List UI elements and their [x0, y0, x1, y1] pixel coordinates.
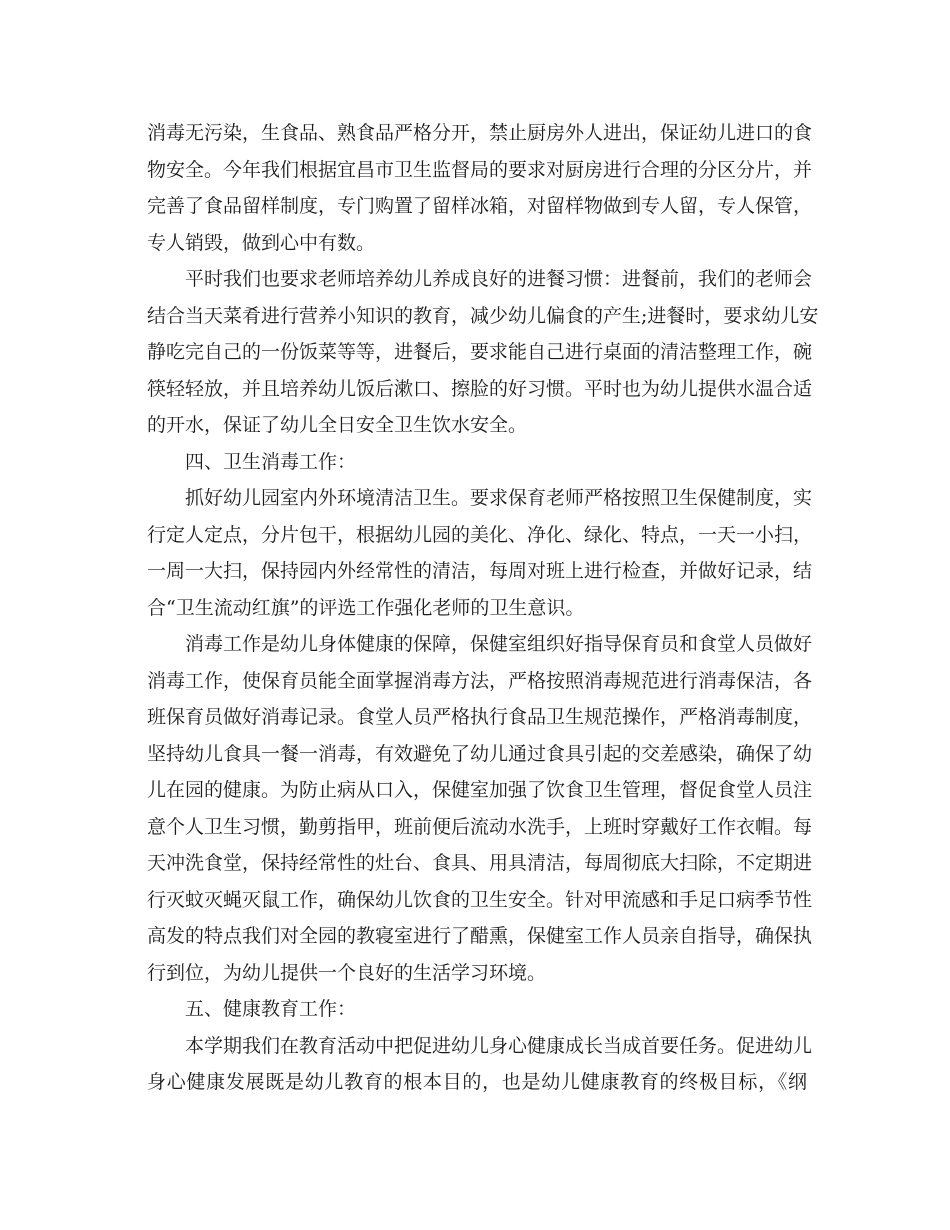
- text-line: 的开水，保证了幼儿全日安全卫生饮水安全。: [147, 414, 528, 436]
- text-line: 五、健康教育工作：: [185, 998, 357, 1020]
- text-line: 本学期我们在教育活动中把促进幼儿身心健康成长当成首要任务。促进幼儿: [185, 1034, 813, 1057]
- text-line: 一周一大扫，保持园内外经常性的清洁，每周对班上进行检查，并做好记录，结: [147, 560, 813, 582]
- text-line: 身心健康发展既是幼儿教育的根本目的，也是幼儿健康教育的终极目标，《纲: [147, 1071, 807, 1093]
- text-line: 行到位，为幼儿提供一个良好的生活学习环境。: [147, 961, 547, 984]
- text-line: 消毒工作，使保育员能全面掌握消毒方法，严格按照消毒规范进行消毒保洁，各: [147, 669, 813, 692]
- text-line: 抓好幼儿园室内外环境清洁卫生。要求保育老师严格按照卫生保健制度，实: [185, 487, 813, 509]
- text-line: 四、卫生消毒工作：: [185, 450, 357, 473]
- text-line: 行灭蚊灭蝇灭鼠工作，确保幼儿饮食的卫生安全。针对甲流感和手足口病季节性: [147, 888, 813, 911]
- text-line: 班保育员做好消毒记录。食堂人员严格执行食品卫生规范操作，严格消毒制度，: [147, 706, 813, 728]
- text-line: 意个人卫生习惯，勤剪指甲，班前便后流动水洗手，上班时穿戴好工作衣帽。每: [147, 815, 813, 838]
- text-line: 专人销毁，做到心中有数。: [147, 231, 376, 254]
- text-line: 完善了食品留样制度，专门购置了留样冰箱，对留样物做到专人留，专人保管，: [147, 195, 813, 217]
- text-line: 消毒无污染，生食品、熟食品严格分开，禁止厨房外人进出，保证幼儿进口的食: [147, 122, 813, 144]
- text-line: 儿在园的健康。为防止病从口入，保健室加强了饮食卫生管理，督促食堂人员注: [147, 779, 813, 801]
- text-line: 天冲洗食堂，保持经常性的灶台、食具、用具清洁，每周彻底大扫除，不定期进: [147, 852, 813, 874]
- text-line: 坚持幼儿食具一餐一消毒，有效避免了幼儿通过食具引起的交差感染，确保了幼: [147, 742, 813, 765]
- text-line: 行定人定点，分片包干，根据幼儿园的美化、净化、绿化、特点，一天一小扫，: [147, 523, 813, 546]
- text-line: 平时我们也要求老师培养幼儿养成良好的进餐习惯：进餐前，我们的老师会: [185, 268, 813, 290]
- text-line: 合“卫生流动红旗”的评选工作强化老师的卫生意识。: [147, 596, 585, 619]
- document-body: [147, 115, 819, 1101]
- text-line: 筷轻轻放，并且培养幼儿饭后漱口、擦脸的好习惯。平时也为幼儿提供水温合适: [147, 377, 813, 400]
- text-line: 消毒工作是幼儿身体健康的保障，保健室组织好指导保育员和食堂人员做好: [185, 633, 813, 655]
- text-line: 静吃完自己的一份饭菜等等，进餐后，要求能自己进行桌面的清洁整理工作，碗: [147, 341, 813, 363]
- text-line: 高发的特点我们对全园的教寝室进行了醋熏，保健室工作人员亲自指导，确保执: [147, 925, 813, 947]
- text-line: 结合当天菜肴进行营养小知识的教育，减少幼儿偏食的产生;进餐时，要求幼儿安: [147, 304, 819, 327]
- text-line: 物安全。今年我们根据宜昌市卫生监督局的要求对厨房进行合理的分区分片，并: [147, 158, 813, 181]
